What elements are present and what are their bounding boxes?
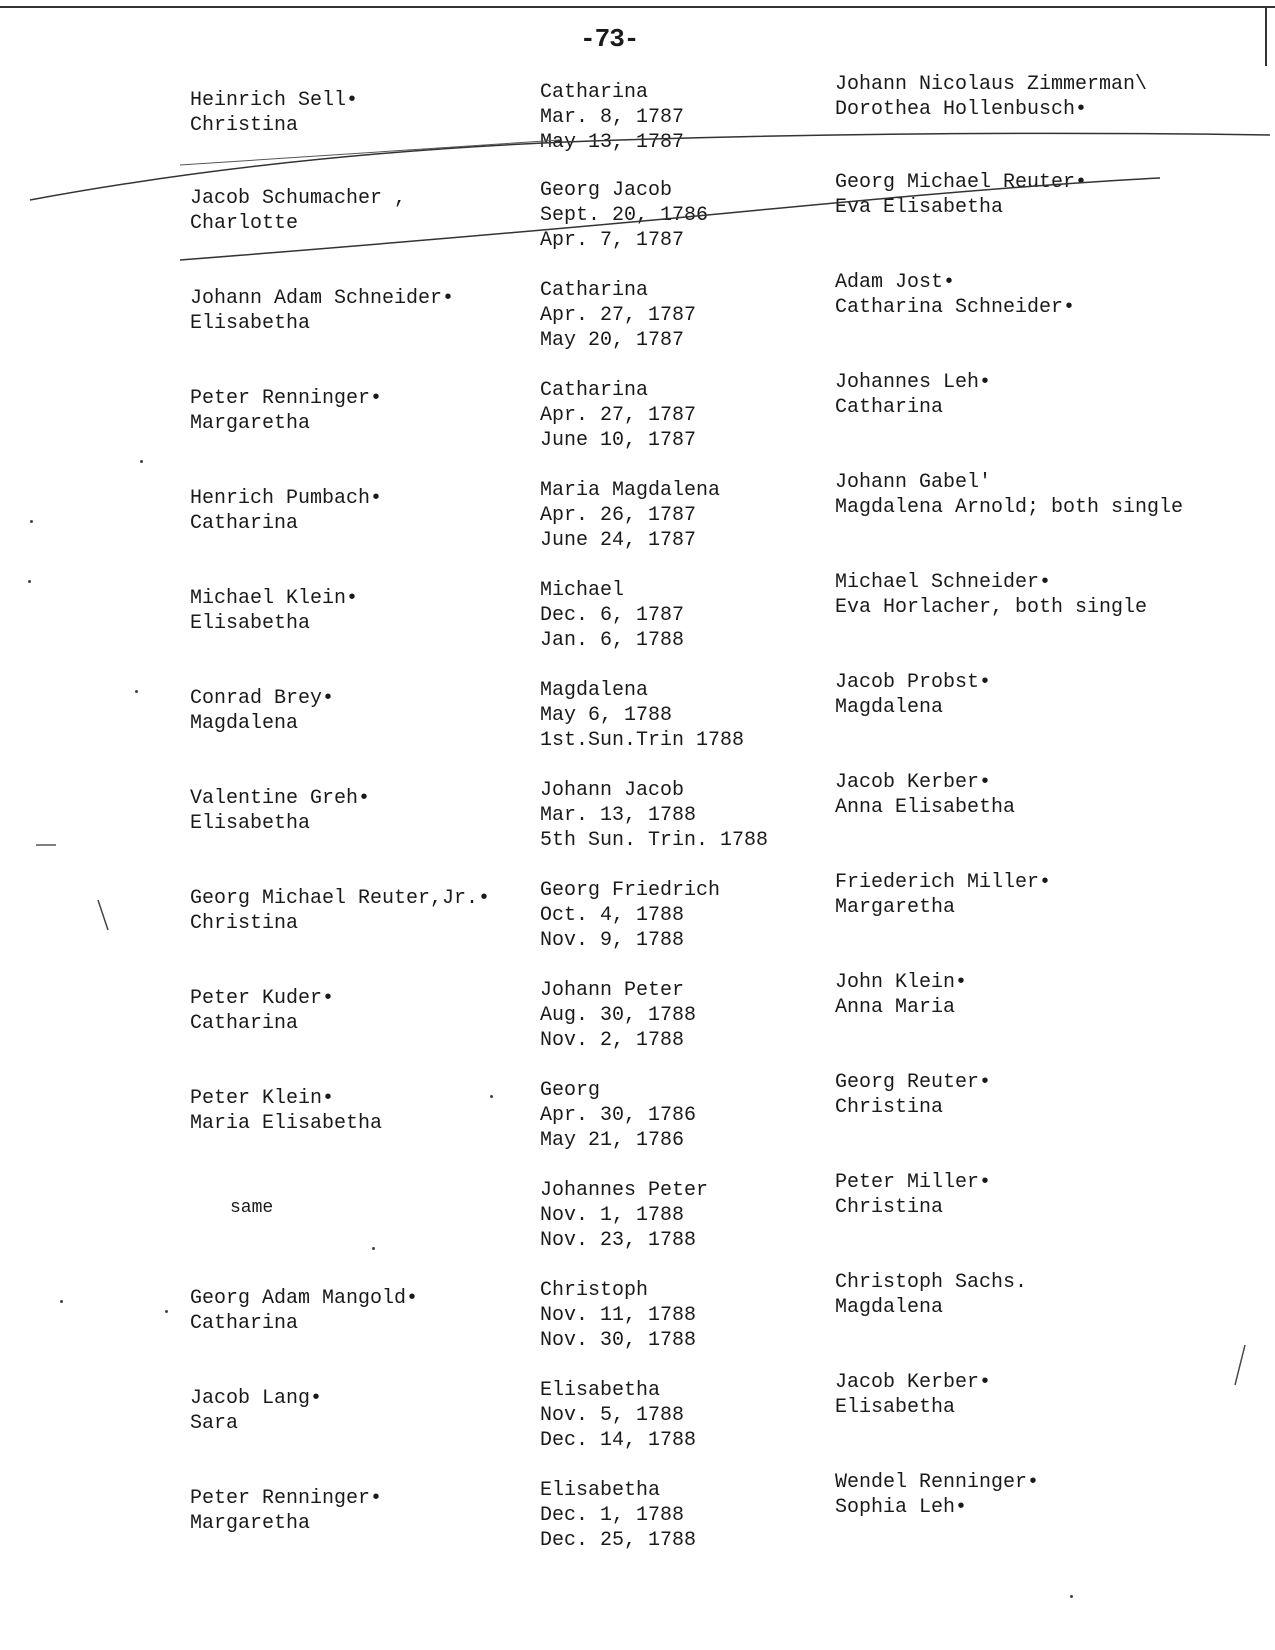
child-line: Apr. 30, 1786 [540,1104,697,1127]
baptism-entry [0,1271,1275,1370]
sponsors-line: Catharina Schneider• [835,296,1076,319]
sponsors-line: Adam Jost• [835,271,956,294]
child-column [540,578,684,653]
child-line: Apr. 26, 1787 [540,504,697,527]
parents-line: Catharina [190,1312,299,1335]
parents-line: Georg Adam Mangold• [190,1287,419,1310]
child-line: Nov. 23, 1788 [540,1229,697,1252]
parents-line: Catharina [190,512,299,535]
sponsors-line: Johann Gabel' [835,471,992,494]
sponsors-column [835,670,991,720]
baptism-entry [0,1071,1275,1170]
sponsors-line: Elisabetha [835,1396,956,1419]
sponsors-line: Dorothea Hollenbusch• [835,98,1088,121]
child-column [540,1478,696,1553]
parents-column [190,986,334,1036]
child-line: Johann Jacob [540,779,685,802]
parents-line: Michael Klein• [190,587,359,610]
sponsors-line: Sophia Leh• [835,1496,968,1519]
baptism-entry [0,371,1275,470]
sponsors-line: Friederich Miller• [835,871,1052,894]
child-line: Johannes Peter [540,1179,709,1202]
child-line: Jan. 6, 1788 [540,629,685,652]
sponsors-column [835,1270,1027,1320]
child-column [540,678,744,753]
top-rule [0,6,1275,8]
child-line: Catharina [540,379,649,402]
parents-line: Elisabetha [190,612,311,635]
parents-column [190,1386,322,1436]
sponsors-line: Georg Michael Reuter• [835,171,1088,194]
sponsors-column [835,72,1147,122]
child-column [540,80,684,155]
child-column [540,178,708,253]
sponsors-line: Johann Nicolaus Zimmerman\ [835,73,1148,96]
child-line: Sept. 20, 1786 [540,204,709,227]
parents-line: Christina [190,912,299,935]
sponsors-line: Magdalena [835,696,944,719]
child-line: Nov. 1, 1788 [540,1204,685,1227]
parents-line: Charlotte [190,212,299,235]
parents-line: Sara [190,1412,239,1435]
parents-line: Henrich Pumbach• [190,487,383,510]
baptism-entry [0,1371,1275,1470]
parents-column [190,386,382,436]
child-line: Magdalena [540,679,649,702]
child-line: Elisabetha [540,1479,661,1502]
parents-line: Conrad Brey• [190,687,335,710]
sponsors-column [835,370,991,420]
speck [140,460,143,463]
sponsors-column [835,470,1183,520]
parents-column [190,186,406,236]
child-line: 5th Sun. Trin. 1788 [540,829,769,852]
child-line: Johann Peter [540,979,685,1002]
parents-line: Margaretha [190,412,311,435]
parents-line: Jacob Lang• [190,1387,323,1410]
sponsors-line: Christina [835,1096,944,1119]
baptism-entry [0,871,1275,970]
child-column [540,1078,696,1153]
sponsors-line: Anna Elisabetha [835,796,1016,819]
parents-line: Peter Renninger• [190,1487,383,1510]
child-line: Georg Friedrich [540,879,721,902]
speck [135,690,138,693]
child-line: Nov. 11, 1788 [540,1304,697,1327]
sponsors-line: Jacob Kerber• [835,771,992,794]
parents-line: Catharina [190,1012,299,1035]
sponsors-column [835,1370,991,1420]
parents-line: Magdalena [190,712,299,735]
child-column [540,1278,696,1353]
child-line: Catharina [540,81,649,104]
parents-line: Peter Kuder• [190,987,335,1010]
child-line: May 20, 1787 [540,329,685,352]
speck [28,580,31,583]
child-line: Maria Magdalena [540,479,721,502]
speck [1070,1595,1073,1598]
baptism-entry [0,971,1275,1070]
child-column [540,878,720,953]
sponsors-column [835,870,1051,920]
parents-column [190,88,358,138]
sponsors-line: Michael Schneider• [835,571,1052,594]
parents-line: Jacob Schumacher , [190,187,407,210]
child-line: Catharina [540,279,649,302]
parents-line: Johann Adam Schneider• [190,287,455,310]
child-line: Elisabetha [540,1379,661,1402]
sponsors-line: Jacob Probst• [835,671,992,694]
right-rule [1265,6,1267,66]
baptism-entry [0,771,1275,870]
baptism-entry [0,671,1275,770]
baptism-entry [0,73,1275,172]
child-line: Dec. 25, 1788 [540,1529,697,1552]
child-column [540,478,720,553]
parents-column [190,286,454,336]
parents-column [190,686,334,736]
child-line: Dec. 14, 1788 [540,1429,697,1452]
sponsors-line: Jacob Kerber• [835,1371,992,1394]
child-line: Dec. 1, 1788 [540,1504,685,1527]
parents-column [190,1086,382,1136]
sponsors-line: Magdalena [835,1296,944,1319]
page-number: -73- [580,24,639,54]
child-line: June 10, 1787 [540,429,697,452]
parents-column [190,586,358,636]
parents-line: Peter Renninger• [190,387,383,410]
sponsors-column [835,770,1015,820]
sponsors-line: Magdalena Arnold; both single [835,496,1184,519]
child-column [540,378,696,453]
child-line: Dec. 6, 1787 [540,604,685,627]
sponsors-column [835,270,1075,320]
child-column [540,278,696,353]
child-line: Christoph [540,1279,649,1302]
parents-column [190,1286,418,1336]
speck [30,520,33,523]
child-line: Aug. 30, 1788 [540,1004,697,1027]
sponsors-line: Eva Horlacher, both single [835,596,1148,619]
child-line: May 6, 1788 [540,704,673,727]
baptism-entry [0,1171,1275,1270]
sponsors-line: Anna Maria [835,996,956,1019]
speck [165,1310,168,1313]
baptism-entry [0,171,1275,270]
parents-line: Christina [190,114,299,137]
parents-line: Heinrich Sell• [190,89,359,112]
parents-line: same [230,1198,274,1218]
parents-line: Valentine Greh• [190,787,371,810]
child-column [540,1378,696,1453]
child-line: May 21, 1786 [540,1129,685,1152]
child-column [540,778,768,853]
child-line: June 24, 1787 [540,529,697,552]
baptism-entry [0,571,1275,670]
child-line: Apr. 27, 1787 [540,404,697,427]
parents-column [190,1486,382,1536]
sponsors-column [835,170,1087,220]
parents-column [190,886,490,936]
sponsors-column [835,1170,991,1220]
sponsors-column [835,970,967,1020]
child-line: 1st.Sun.Trin 1788 [540,729,745,752]
child-line: Oct. 4, 1788 [540,904,685,927]
child-line: Nov. 2, 1788 [540,1029,685,1052]
parents-column [190,1186,273,1221]
child-line: Georg Jacob [540,179,673,202]
child-column [540,978,696,1053]
child-line: Nov. 9, 1788 [540,929,685,952]
child-line: Apr. 27, 1787 [540,304,697,327]
sponsors-line: Christoph Sachs. [835,1271,1028,1294]
sponsors-line: Christina [835,1196,944,1219]
sponsors-line: Peter Miller• [835,1171,992,1194]
parents-line: Margaretha [190,1512,311,1535]
sponsors-line: Eva Elisabetha [835,196,1004,219]
sponsors-line: Margaretha [835,896,956,919]
speck [60,1300,63,1303]
child-line: Michael [540,579,625,602]
child-line: May 13, 1787 [540,131,685,154]
sponsors-line: Wendel Renninger• [835,1471,1040,1494]
child-line: Mar. 8, 1787 [540,106,685,129]
sponsors-column [835,1070,991,1120]
child-line: Apr. 7, 1787 [540,229,685,252]
child-line: Mar. 13, 1788 [540,804,697,827]
baptism-entry [0,471,1275,570]
sponsors-column [835,1470,1039,1520]
child-column [540,1178,708,1253]
sponsors-line: Georg Reuter• [835,1071,992,1094]
parents-line: Maria Elisabetha [190,1112,383,1135]
parents-column [190,486,382,536]
parents-line: Georg Michael Reuter,Jr.• [190,887,491,910]
sponsors-line: Catharina [835,396,944,419]
speck [490,1095,493,1098]
sponsors-line: John Klein• [835,971,968,994]
child-line: Nov. 30, 1788 [540,1329,697,1352]
baptism-entry [0,1471,1275,1570]
child-line: Georg [540,1079,601,1102]
parents-line: Peter Klein• [190,1087,335,1110]
parents-line: Elisabetha [190,312,311,335]
child-line: Nov. 5, 1788 [540,1404,685,1427]
speck [372,1247,375,1250]
parents-column [190,786,370,836]
sponsors-column [835,570,1147,620]
sponsors-line: Johannes Leh• [835,371,992,394]
parents-line: Elisabetha [190,812,311,835]
baptism-entry [0,271,1275,370]
